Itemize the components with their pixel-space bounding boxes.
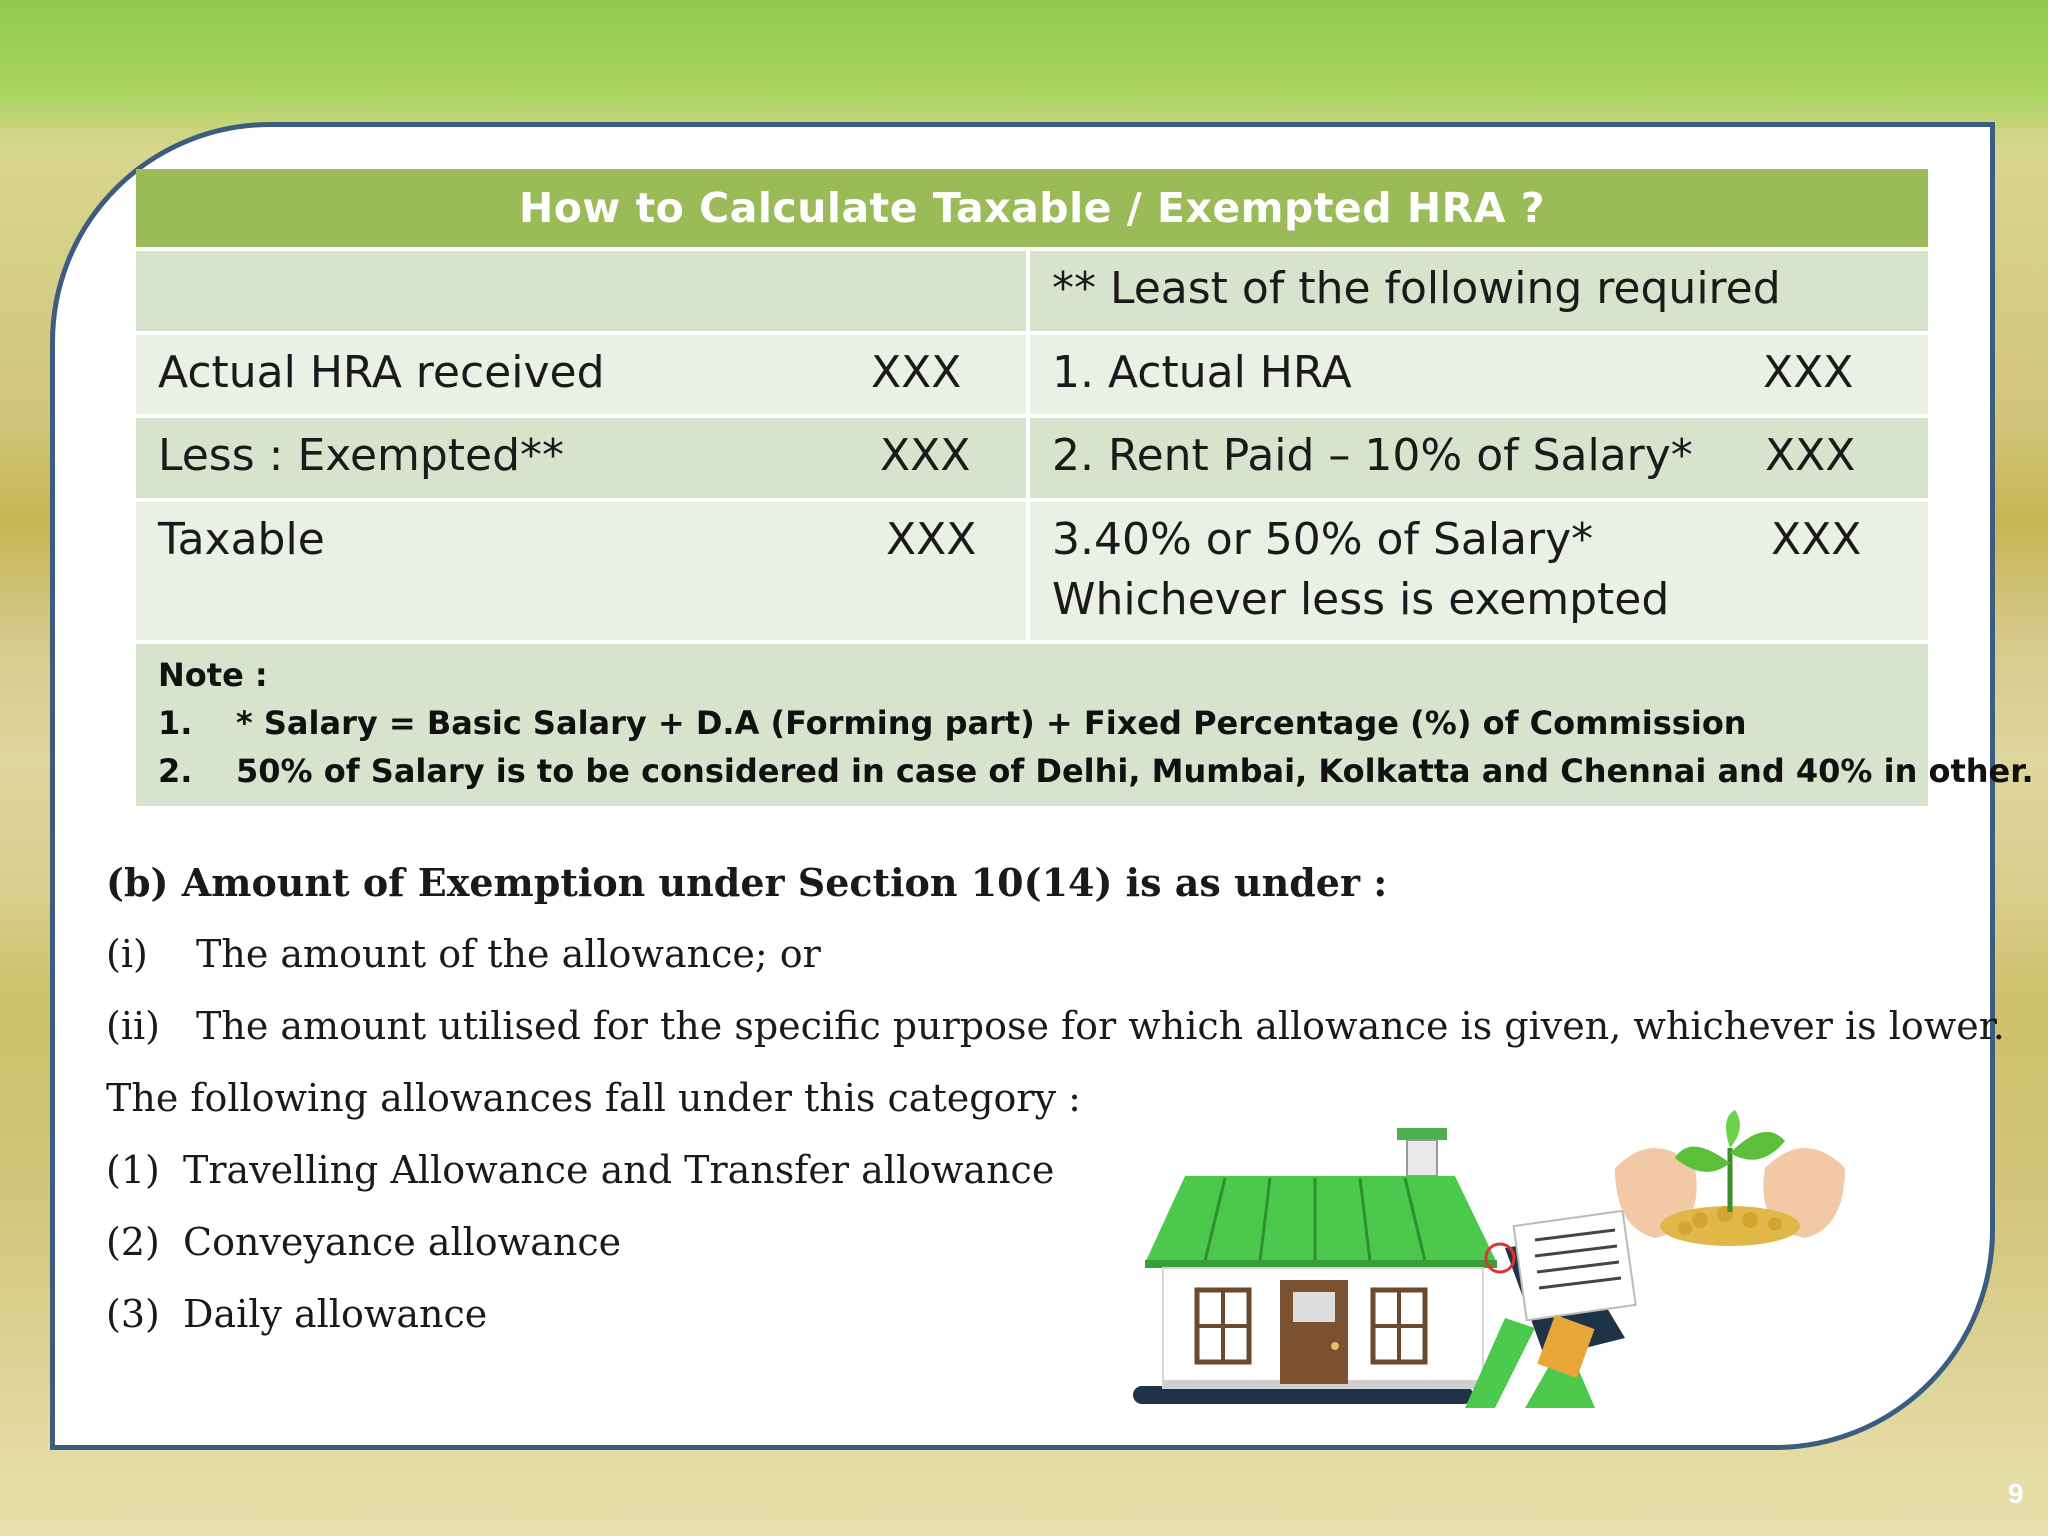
note-heading: Note : [158,656,268,694]
right-label: 2. Rent Paid – 10% of Salary* [1052,430,1693,481]
table-row [136,502,1928,640]
page-number: 9 [2008,1478,2024,1509]
right-amount: XXX [1765,430,1856,481]
right-label: 1. Actual HRA [1052,347,1352,398]
table-title-row [136,169,1928,247]
left-label: Taxable [158,514,325,565]
category-intro: The following allowances fall under this category : [106,1076,1081,1120]
left-label: Actual HRA received [158,347,605,398]
hra-table [136,165,2034,810]
table-title: How to Calculate Taxable / Exempted HRA ? [136,169,1928,247]
left-amount: XXX [886,514,977,565]
left-label: Less : Exempted** [158,430,565,481]
left-amount: XXX [871,347,962,398]
allowance-item: (2) Conveyance allowance [106,1220,622,1264]
table-row [136,251,1928,331]
table-row [136,418,1928,498]
least-of-heading: ** Least of the following required [1052,263,1781,314]
house-illustration [1125,1108,1852,1424]
right-label-line2: Whichever less is exempted [1052,574,1670,625]
allowance-item: (3) Daily allowance [106,1292,488,1336]
right-label: 3.40% or 50% of Salary* [1052,514,1594,565]
table-row [136,335,1928,414]
right-amount: XXX [1763,347,1854,398]
note-item: 1. * Salary = Basic Salary + D.A (Forming part) + Fixed Percentage (%) of Commission [158,704,1747,742]
note-item: 2. 50% of Salary is to be considered in case of Delhi, Mumbai, Kolkatta and Chennai and 40% in other. [158,752,2034,790]
right-amount: XXX [1771,514,1862,565]
option-item: (ii) The amount utilised for the specific purpose for which allowance is given, whichever is lower. [106,1004,2005,1048]
note-row [136,644,1928,806]
allowance-item: (1) Travelling Allowance and Transfer allowance [106,1148,1055,1192]
left-amount: XXX [880,430,971,481]
option-item: (i) The amount of the allowance; or [106,932,821,976]
section-b-heading: (b) Amount of Exemption under Section 10(14) is as under : [106,860,1388,905]
